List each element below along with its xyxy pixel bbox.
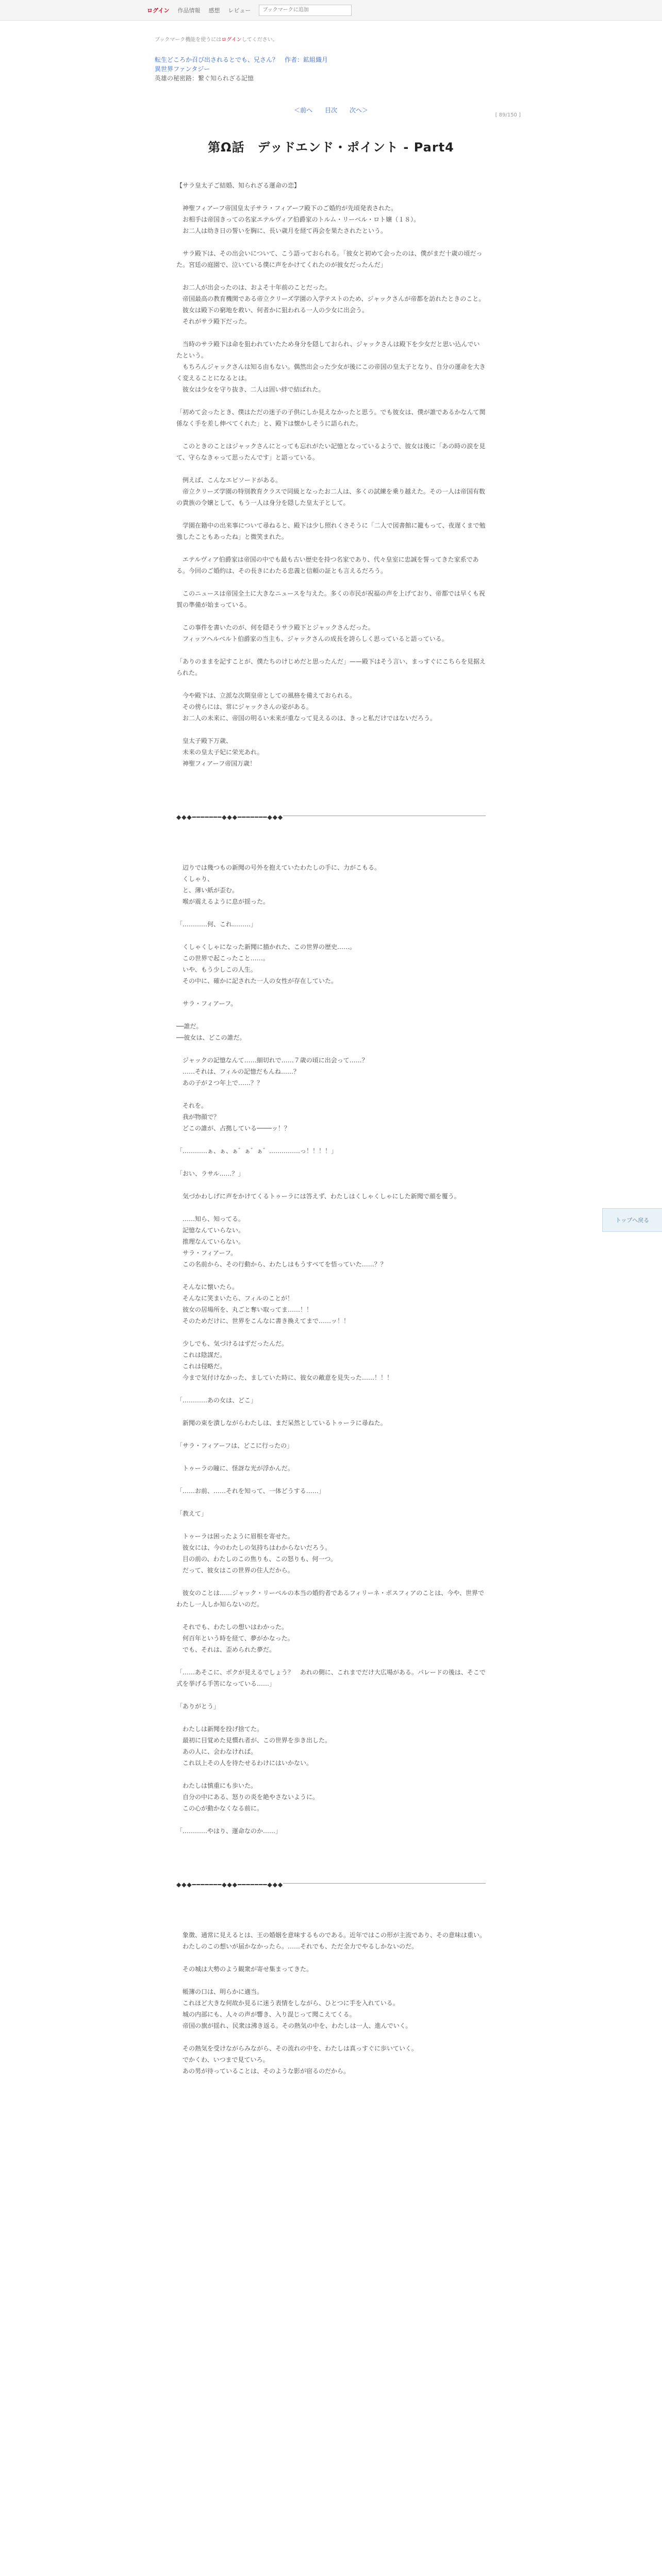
body-paragraph: 「おい、ラサル……？」 xyxy=(176,1170,244,1177)
body-paragraph: 「サラ・フィアーフは、どこに行ったの」 xyxy=(176,1442,293,1449)
next-chapter-link[interactable]: 次へ＞ xyxy=(349,107,368,114)
body-paragraph: 「ありがとう」 xyxy=(176,1703,220,1710)
review-link[interactable]: レビュー xyxy=(228,7,251,14)
notice-text-after: してください。 xyxy=(241,37,278,43)
prev-chapter-link[interactable]: ＜前へ xyxy=(294,107,313,114)
body-paragraph: 帳簿の口は、明らかに適当。 これほど大きな何故か見るに迷う表情をしながら、ひとつに手を入れている。 城の内部にも、人々の声が響き、入り混じって聞こえてくる。 帝国の旗が揺れ、民衆は沸き返る。その熱気の中を、わたしは一人、進んでいく。 xyxy=(183,1988,412,2029)
section-divider xyxy=(176,1868,486,1899)
body-paragraph: サラ・フィアーフ。 xyxy=(176,1000,237,1007)
body-paragraph: 少しでも、気づけるはずだったんだ。 これは陰謀だ。 これは侵略だ。 今まで気付けなかった、ましていた時に、彼女の敵意を見失った……！！！ xyxy=(183,1340,393,1381)
genre-link[interactable]: 異世界ファンタジー xyxy=(155,65,210,73)
body-paragraph: 「……お前、……それを知って、一体どうする……」 xyxy=(176,1487,325,1495)
body-paragraph: 新聞の束を潰しながらわたしは、まだ呆然としているトゥーラに尋ねた。 xyxy=(176,1419,387,1427)
body-paragraph: 「……あそこに、ボクが見えるでしょう？ あれの側に、これまでだけ大広場がある。パレードの後は、そこで式を挙げる手筈になっている……」 xyxy=(176,1669,486,1687)
divider-ornament: ◆◆◆━━━━━━━◆◆◆━━━━━━━◆◆◆ xyxy=(176,1879,283,1890)
body-paragraph: 彼女のことは……ジャック・リーベルの本当の婚約者であるフィリーネ・ポスフィアのことは、今や、世界でわたし一人しか知らないのだ。 xyxy=(176,1589,485,1608)
body-paragraph: 皇太子殿下万歳、 未来の皇太子妃に栄光あれ。 神聖フィアーフ帝国万歳！ xyxy=(183,737,263,767)
body-paragraph: 「ありのままを記すことが、僕たちのけじめだと思ったんだ」——殿下はそう言い、まっすぐにこちらを見据えられた。 xyxy=(176,658,486,676)
impressions-link[interactable]: 感想 xyxy=(208,7,220,14)
series-title-link[interactable]: 転生どころか召び出されるとでも、兄さん？ 作者：鉱組織月 xyxy=(155,56,328,63)
body-section-2 xyxy=(176,862,486,1837)
body-paragraph: わたしは慎重にも歩いた。 自分の中にある、怒りの炎を絶やさないように。 この心が動かなくなる前に。 xyxy=(183,1782,319,1812)
body-paragraph: 気づかわしげに声をかけてくるトゥーラには答えず、わたしはくしゃくしゃにした新聞で顔を覆う。 xyxy=(176,1193,460,1200)
body-paragraph: それを。 我が物顔で？ どこの誰が、占拠している────ッ！？ xyxy=(183,1102,290,1132)
body-paragraph: 「…………ぁ、ぁ、ぁ゛ぁ゛ぁ゛……………っ！！！！」 xyxy=(176,1147,338,1155)
chapter-counter: [ 89/150 ] xyxy=(495,112,521,118)
series-info xyxy=(155,55,662,83)
works-info-link[interactable]: 作品情報 xyxy=(177,7,201,14)
body-paragraph: ……知ら、知ってる。 記憶なんていらない。 推理なんていらない。 サラ・フィアーフ。 この名前から、その行動から、わたしはもうすべてを悟っていた……？？ xyxy=(183,1215,387,1268)
body-paragraph: トゥーラの瞳に、怪訝な光が浮かんだ。 xyxy=(176,1465,294,1472)
notice-text-before: ブックマーク機能を使うには xyxy=(155,37,222,43)
body-paragraph: それでも、わたしの想いはわかった。 何百年という時を経て、夢がかなった。 でも、それは、歪められた夢だ。 xyxy=(183,1623,294,1653)
series-subtitle: 英雄の秘密路：繋ぐ知られざる記憶 xyxy=(155,75,254,82)
body-paragraph: サラ殿下は、その出会いについて、こう語っておられる。「彼女と初めて会ったのは、僕がまだ十歳の頃だった。宮廷の庭園で、泣いている僕に声をかけてくれたのが彼女だったんだ」 xyxy=(176,250,483,268)
notice-login-link[interactable]: ログイン xyxy=(221,37,242,43)
body-paragraph: このときのことはジャックさんにとっても忘れがたい記憶となっているようで、彼女は後に「あの時の涙を見て、守らなきゃって思ったんです」と語っている。 xyxy=(176,443,486,461)
top-navigation-bar xyxy=(0,0,662,21)
body-paragraph: 「…………何、これ………」 xyxy=(176,921,257,928)
bookmark-login-notice xyxy=(155,35,662,43)
section-divider xyxy=(176,800,486,831)
body-paragraph: 「初めて会ったとき、僕はただの迷子の子供にしか見えなかったと思う。でも彼女は、僕が誰であるかなんて関係なく手を差し伸べてくれた」と、殿下は懐かしそうに語られた。 xyxy=(176,409,486,427)
body-paragraph: ジャックの記憶なんて……細切れで……７歳の頃に出会って……？ ……それは、フィルの記憶だもんね……？ あの子が２つ年上で……？？ xyxy=(183,1057,368,1087)
login-link[interactable]: ログイン xyxy=(147,7,170,14)
body-paragraph: この事件を書いたのが、何を隠そうサラ殿下とジャックさんだった。 フィッツヘルベルト伯爵家の当主も、ジャックさんの成長を誇らしく思っていると語っている。 xyxy=(183,624,448,642)
body-paragraph: くしゃくしゃになった新聞に描かれた、この世界の歴史……。 この世界で起こったこと……。 いや、もう少しこの人生。 その中に、確かに記された一人の女性が存在していた。 xyxy=(183,943,356,985)
body-paragraph: エテルヴィア伯爵家は帝国の中でも最も古い歴史を持つ名家であり、代々皇室に忠誠を誓ってきた家系である。今回のご婚約は、その長きにわたる忠義と信頼の証とも言えるだろう。 xyxy=(176,556,479,574)
body-paragraph: お二人が出会ったのは、およそ十年前のことだった。 帝国最高の教育機関である帝立クリーズ学園の入学テストのため、ジャックさんが帝都を訪れたときのこと。 彼女は殿下の窮地を救い、何者かに狙われる一人の少女に出会う。 それがサラ殿下だった。 xyxy=(183,284,485,325)
divider-ornament: ◆◆◆━━━━━━━◆◆◆━━━━━━━◆◆◆ xyxy=(176,811,283,823)
body-paragraph: その熱気を受けながらみながら、その流れの中を、わたしは真っすぐに歩いていく。 でかくわ、いつまで見ていろ。 あの男が待っていることは、そのような影が宿るのだから。 xyxy=(183,2045,418,2075)
body-paragraph: 「教えて」 xyxy=(176,1510,208,1517)
body-paragraph: 今や殿下は、立派な次期皇帝としての風格を備えておられる。 その傍らには、常にジャックさんの姿がある。 お二人の未来に、帝国の明るい未来が重なって見えるのは、きっと私だけではないだろう。 xyxy=(183,692,437,722)
bookmark-add-input[interactable] xyxy=(259,5,352,16)
table-of-contents-link[interactable]: 目次 xyxy=(324,107,337,114)
body-paragraph: 辺りでは幾つもの新聞の号外を抱えていたわたしの手に、力がこもる。 くしゃり、 と、薄い紙が歪む。 喉が震えるように息が揺った。 xyxy=(183,864,381,905)
body-paragraph: 「…………やはり、運命なのか……」 xyxy=(176,1827,282,1835)
body-paragraph: そんなに懐いたら。 そんなに笑まいたら、フィルのことが！ 彼女の居場所を、丸ごと奪い取ってま……！！ そのためだけに、世界をこんなに書き換えてまで……ッ！！ xyxy=(183,1283,350,1325)
body-section-1 xyxy=(176,180,486,769)
body-paragraph: 「…………あの女は、どこ」 xyxy=(176,1397,257,1404)
body-paragraph: ──誰だ。 ──彼女は、どこの誰だ。 xyxy=(176,1023,246,1041)
back-to-top-button[interactable]: トップへ戻る xyxy=(602,1208,662,1232)
body-paragraph: このニュースは帝国全土に大きなニュースを与えた。多くの市民が祝福の声を上げており、帝都では早くも祝賀の準備が始まっている。 xyxy=(176,590,485,608)
body-paragraph: 例えば、こんなエピソードがある。 帝立クリーズ学園の特別教育クラスで同級となったお二人は、多くの試練を乗り越えた。その一人は帝国有数の貴族の令嬢として、もう一人は身分を隠した皇太子として。 xyxy=(176,477,486,506)
body-paragraph: トゥーラは困ったように眉根を寄せた。 彼女には、今のわたしの気持ちはわからないだろう。 目の前の、わたしのこの焦りも、この怒りも、何一つ。 だって、彼女はこの世界の住人だから。 xyxy=(183,1533,337,1574)
body-paragraph: 象徴、通常に見えるとは、王の婚姻を意味するものである。近年ではこの形が主流であり、その意味は重い。 わたしのこの想いが届かなかったら。……それでも、ただ全力でやるしかないのだ。 xyxy=(183,1931,486,1950)
body-paragraph: わたしは新聞を投げ捨てた。 最初に目覚めた見慣れ者が、この世界を歩き出した。 あの人に、会わなければ。 これ以上その人を待たせるわけにはいかない。 xyxy=(183,1725,332,1767)
chapter-title: 第Ω話 デッドエンド・ポイント - Part4 xyxy=(208,140,454,155)
body-paragraph: 神聖フィアーフ帝国皇太子サラ・フィアーフ殿下のご婚約が先頃発表された。 お相手は帝国きっての名家エテルヴィア伯爵家のトルム・リーベル・ロト嬢（１８）。 お二人は幼き日の誓いを胸に、長い歳月を経て再会を果たされたという。 xyxy=(183,205,420,234)
chapter-body xyxy=(176,180,486,2077)
body-paragraph: その城は大勢のよう観衆が寄せ集まってきた。 xyxy=(176,1965,313,1973)
body-paragraph: 学園在籍中の出来事について尋ねると、殿下は少し照れくさそうに「二人で図書館に籠もって、夜遅くまで勉強したこともあったね」と微笑まれた。 xyxy=(176,522,486,540)
body-paragraph: 【サラ皇太子ご結婚、知られざる運命の恋】 xyxy=(176,182,301,189)
body-paragraph: 当時のサラ殿下は命を狙われていたため身分を隠しておられ、ジャックさんは殿下を少女だと思い込んでいたという。 もちろんジャックさんは知る由もない。偶然出会った少女が後にこの帝国の皇太子となり、自分の運命を大きく変えることになるとは。 彼女は少女を守り抜き、二人は固い絆で結ばれた。 xyxy=(176,341,486,393)
body-section-3 xyxy=(176,1929,486,2077)
chapter-pager xyxy=(0,106,662,114)
